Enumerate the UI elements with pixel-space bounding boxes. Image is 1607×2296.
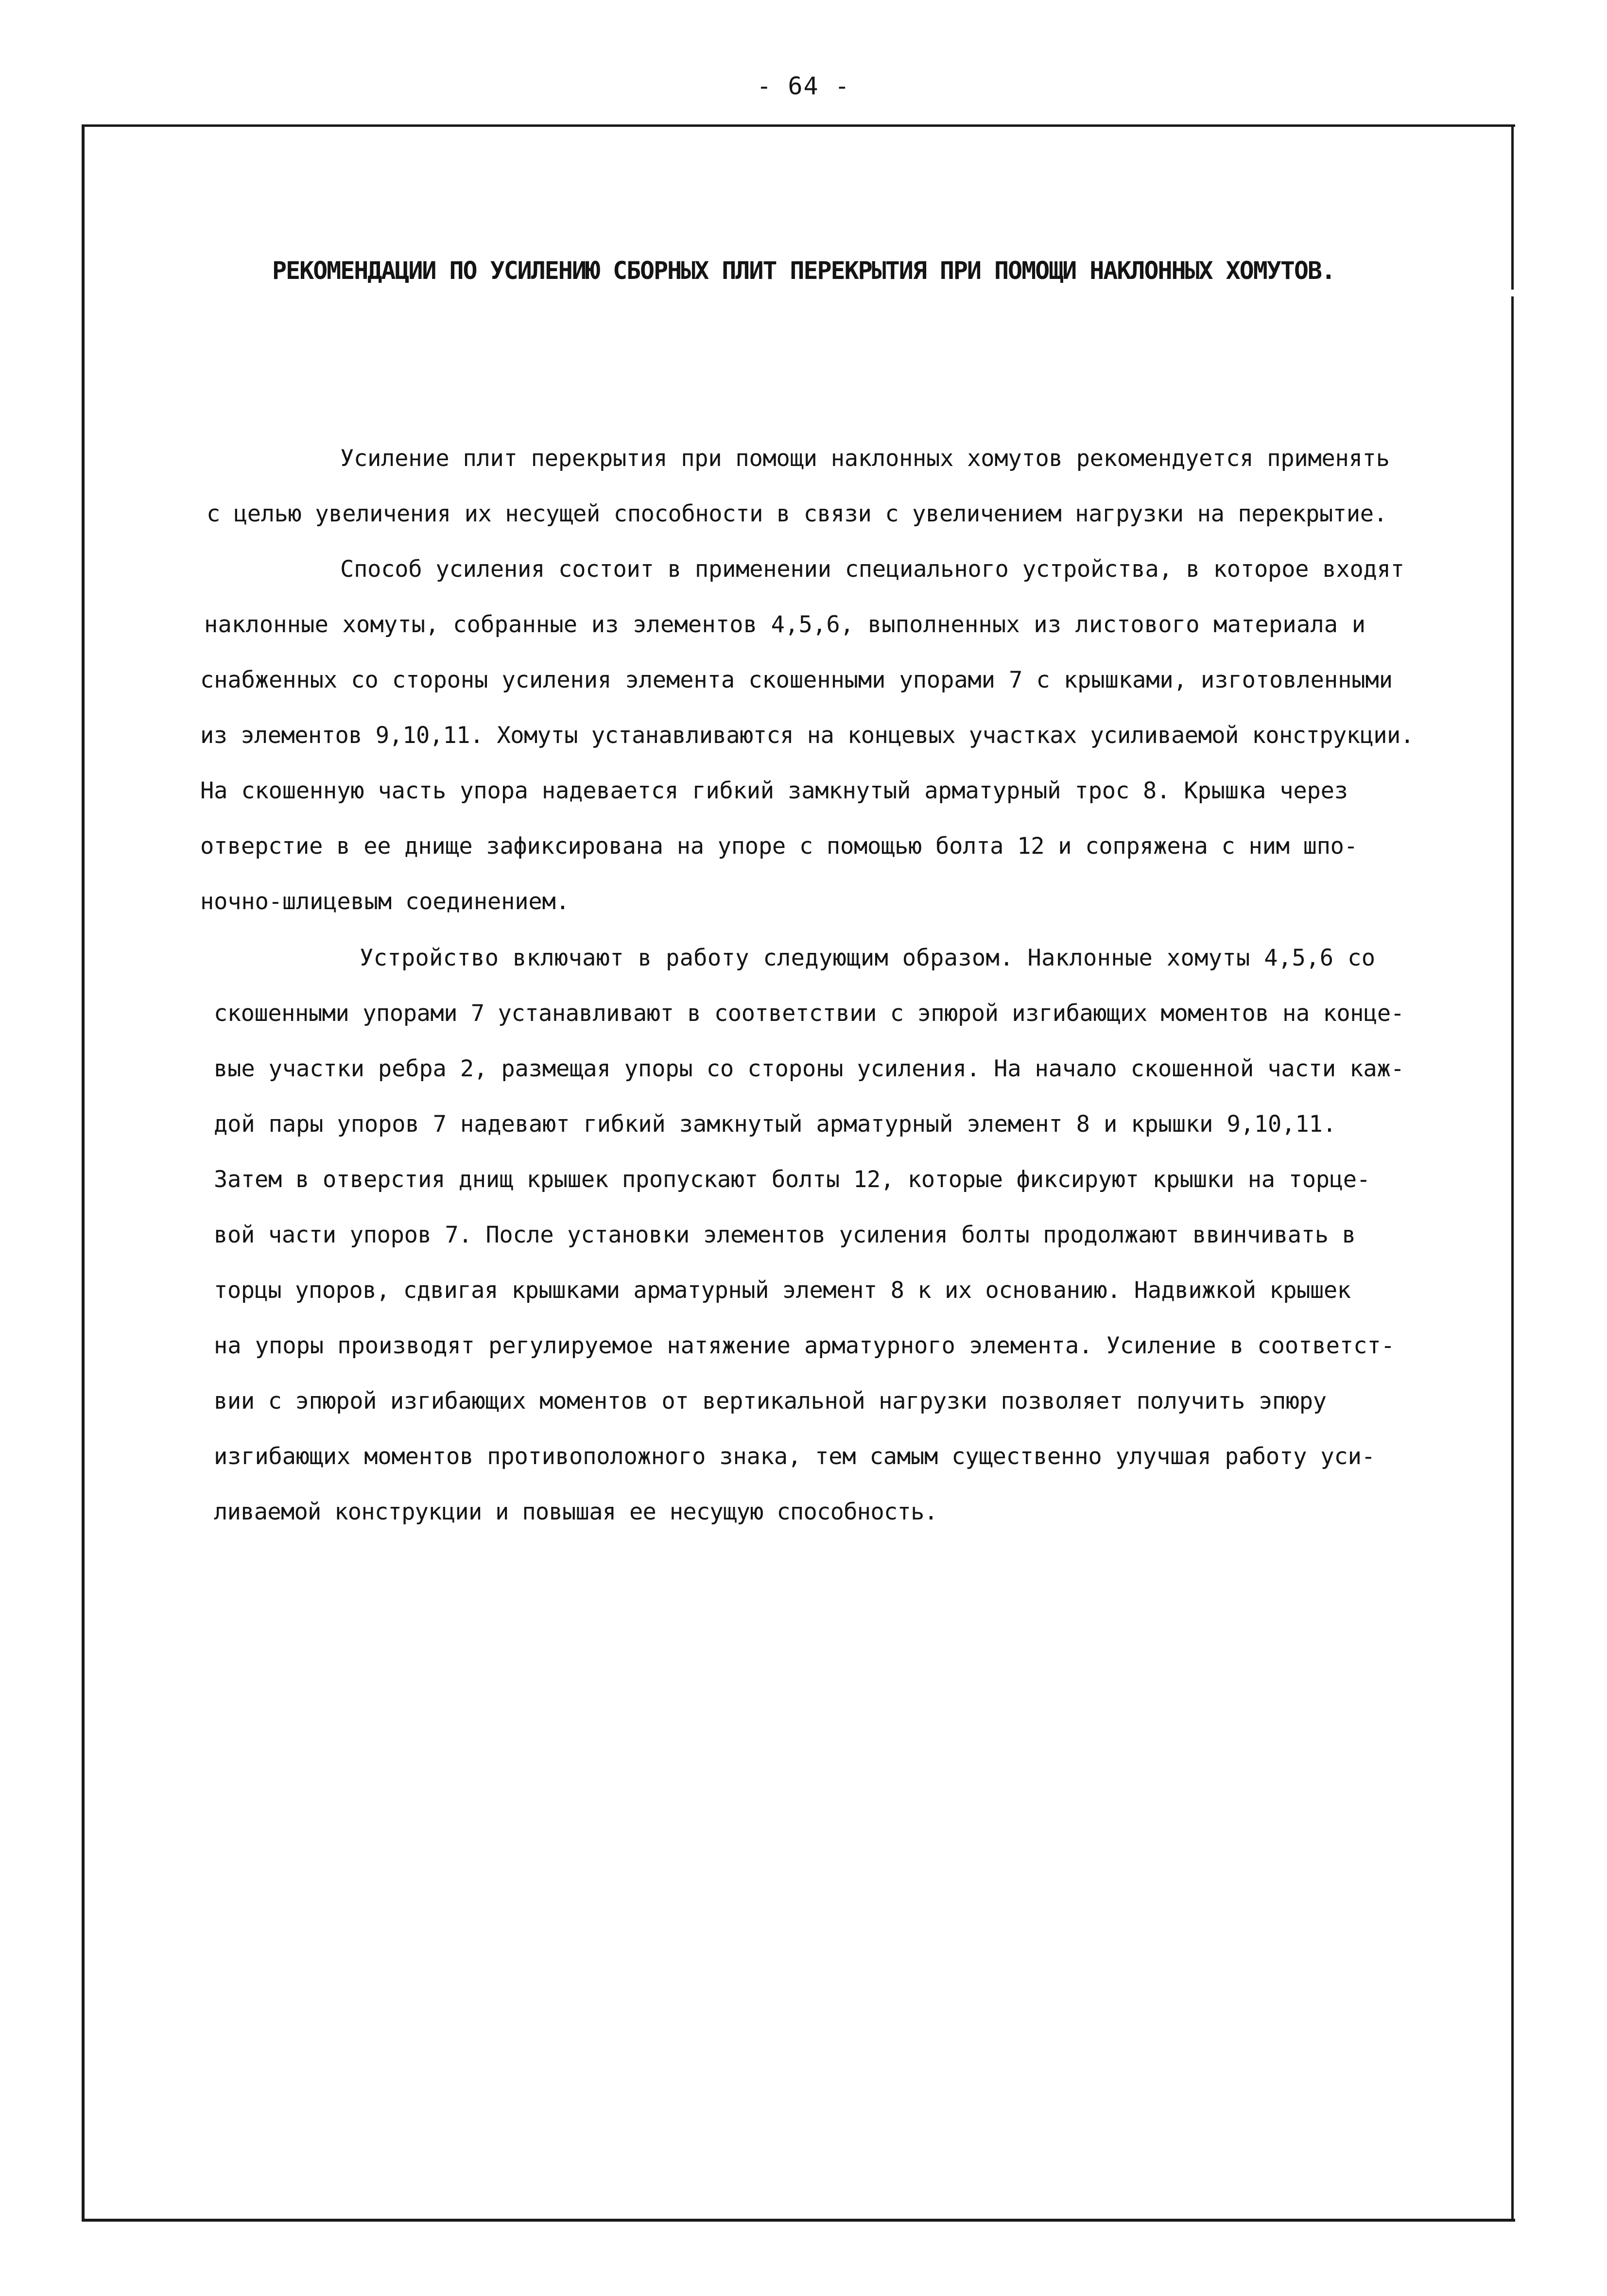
text-line: изгибающих моментов противоположного знака, тем самым существенно улучшая работу уси- [214,1443,1375,1470]
text-line: Устройство включают в работу следующим образом. Наклонные хомуты 4,5,6 со [360,945,1376,971]
frame-right-line-upper [1511,124,1514,290]
text-line: с целью увеличения их несущей способности в связи с увеличением нагрузки на перекрытие. [207,501,1387,527]
page-number: - 64 - [757,72,850,100]
frame-left-line [82,124,85,2222]
text-line: снабженных со стороны усиления элемента скошенными упорами 7 с крышками, изготовленными [200,667,1393,693]
text-line: наклонные хомуты, собранные из элементов 4,5,6, выполненных из листового материала и [204,611,1366,638]
document-heading: РЕКОМЕНДАЦИИ ПО УСИЛЕНИЮ СБОРНЫХ ПЛИТ ПЕРЕКРЫТИЯ ПРИ ПОМОЩИ НАКЛОННЫХ ХОМУТОВ. [272,257,1335,285]
text-line: ночно-шлицевым соединением. [200,888,570,915]
text-line: ливаемой конструкции и повышая ее несущую способность. [214,1499,938,1525]
frame-right-line-lower [1511,296,1514,2222]
text-line: Способ усиления состоит в применении специального устройства, в которое входят [340,556,1404,583]
frame-top-line [82,124,1515,127]
text-line: скошенными упорами 7 устанавливают в соответствии с эпюрой изгибающих моментов на конце- [214,1000,1404,1027]
text-line: вой части упоров 7. После установки элементов усиления болты продолжают ввинчивать в [214,1222,1356,1248]
text-line: на упоры производят регулируемое натяжение арматурного элемента. Усиление в соответст- [214,1332,1395,1359]
text-line: На скошенную часть упора надевается гибкий замкнутый арматурный трос 8. Крышка через [200,777,1348,804]
text-line: отверстие в ее днище зафиксирована на упоре с помощью болта 12 и сопряжена с ним шпо- [200,833,1358,860]
frame-bottom-line [82,2219,1515,2222]
text-line: Усиление плит перекрытия при помощи наклонных хомутов рекомендуется применять [340,445,1390,472]
text-line: вии с эпюрой изгибающих моментов от вертикальной нагрузки позволяет получить эпюру [214,1388,1327,1415]
text-line: Затем в отверстия днищ крышек пропускают болты 12, которые фиксируют крышки на торце- [214,1166,1370,1193]
text-line: из элементов 9,10,11. Хомуты устанавливаются на концевых участках усиливаемой конструкции. [200,722,1414,749]
text-line: дой пары упоров 7 надевают гибкий замкнутый арматурный элемент 8 и крышки 9,10,11. [214,1111,1336,1138]
text-line: вые участки ребра 2, размещая упоры со стороны усиления. На начало скошенной части каж- [214,1055,1404,1082]
text-line: торцы упоров, сдвигая крышками арматурный элемент 8 к их основанию. Надвижкой крышек [214,1277,1351,1304]
